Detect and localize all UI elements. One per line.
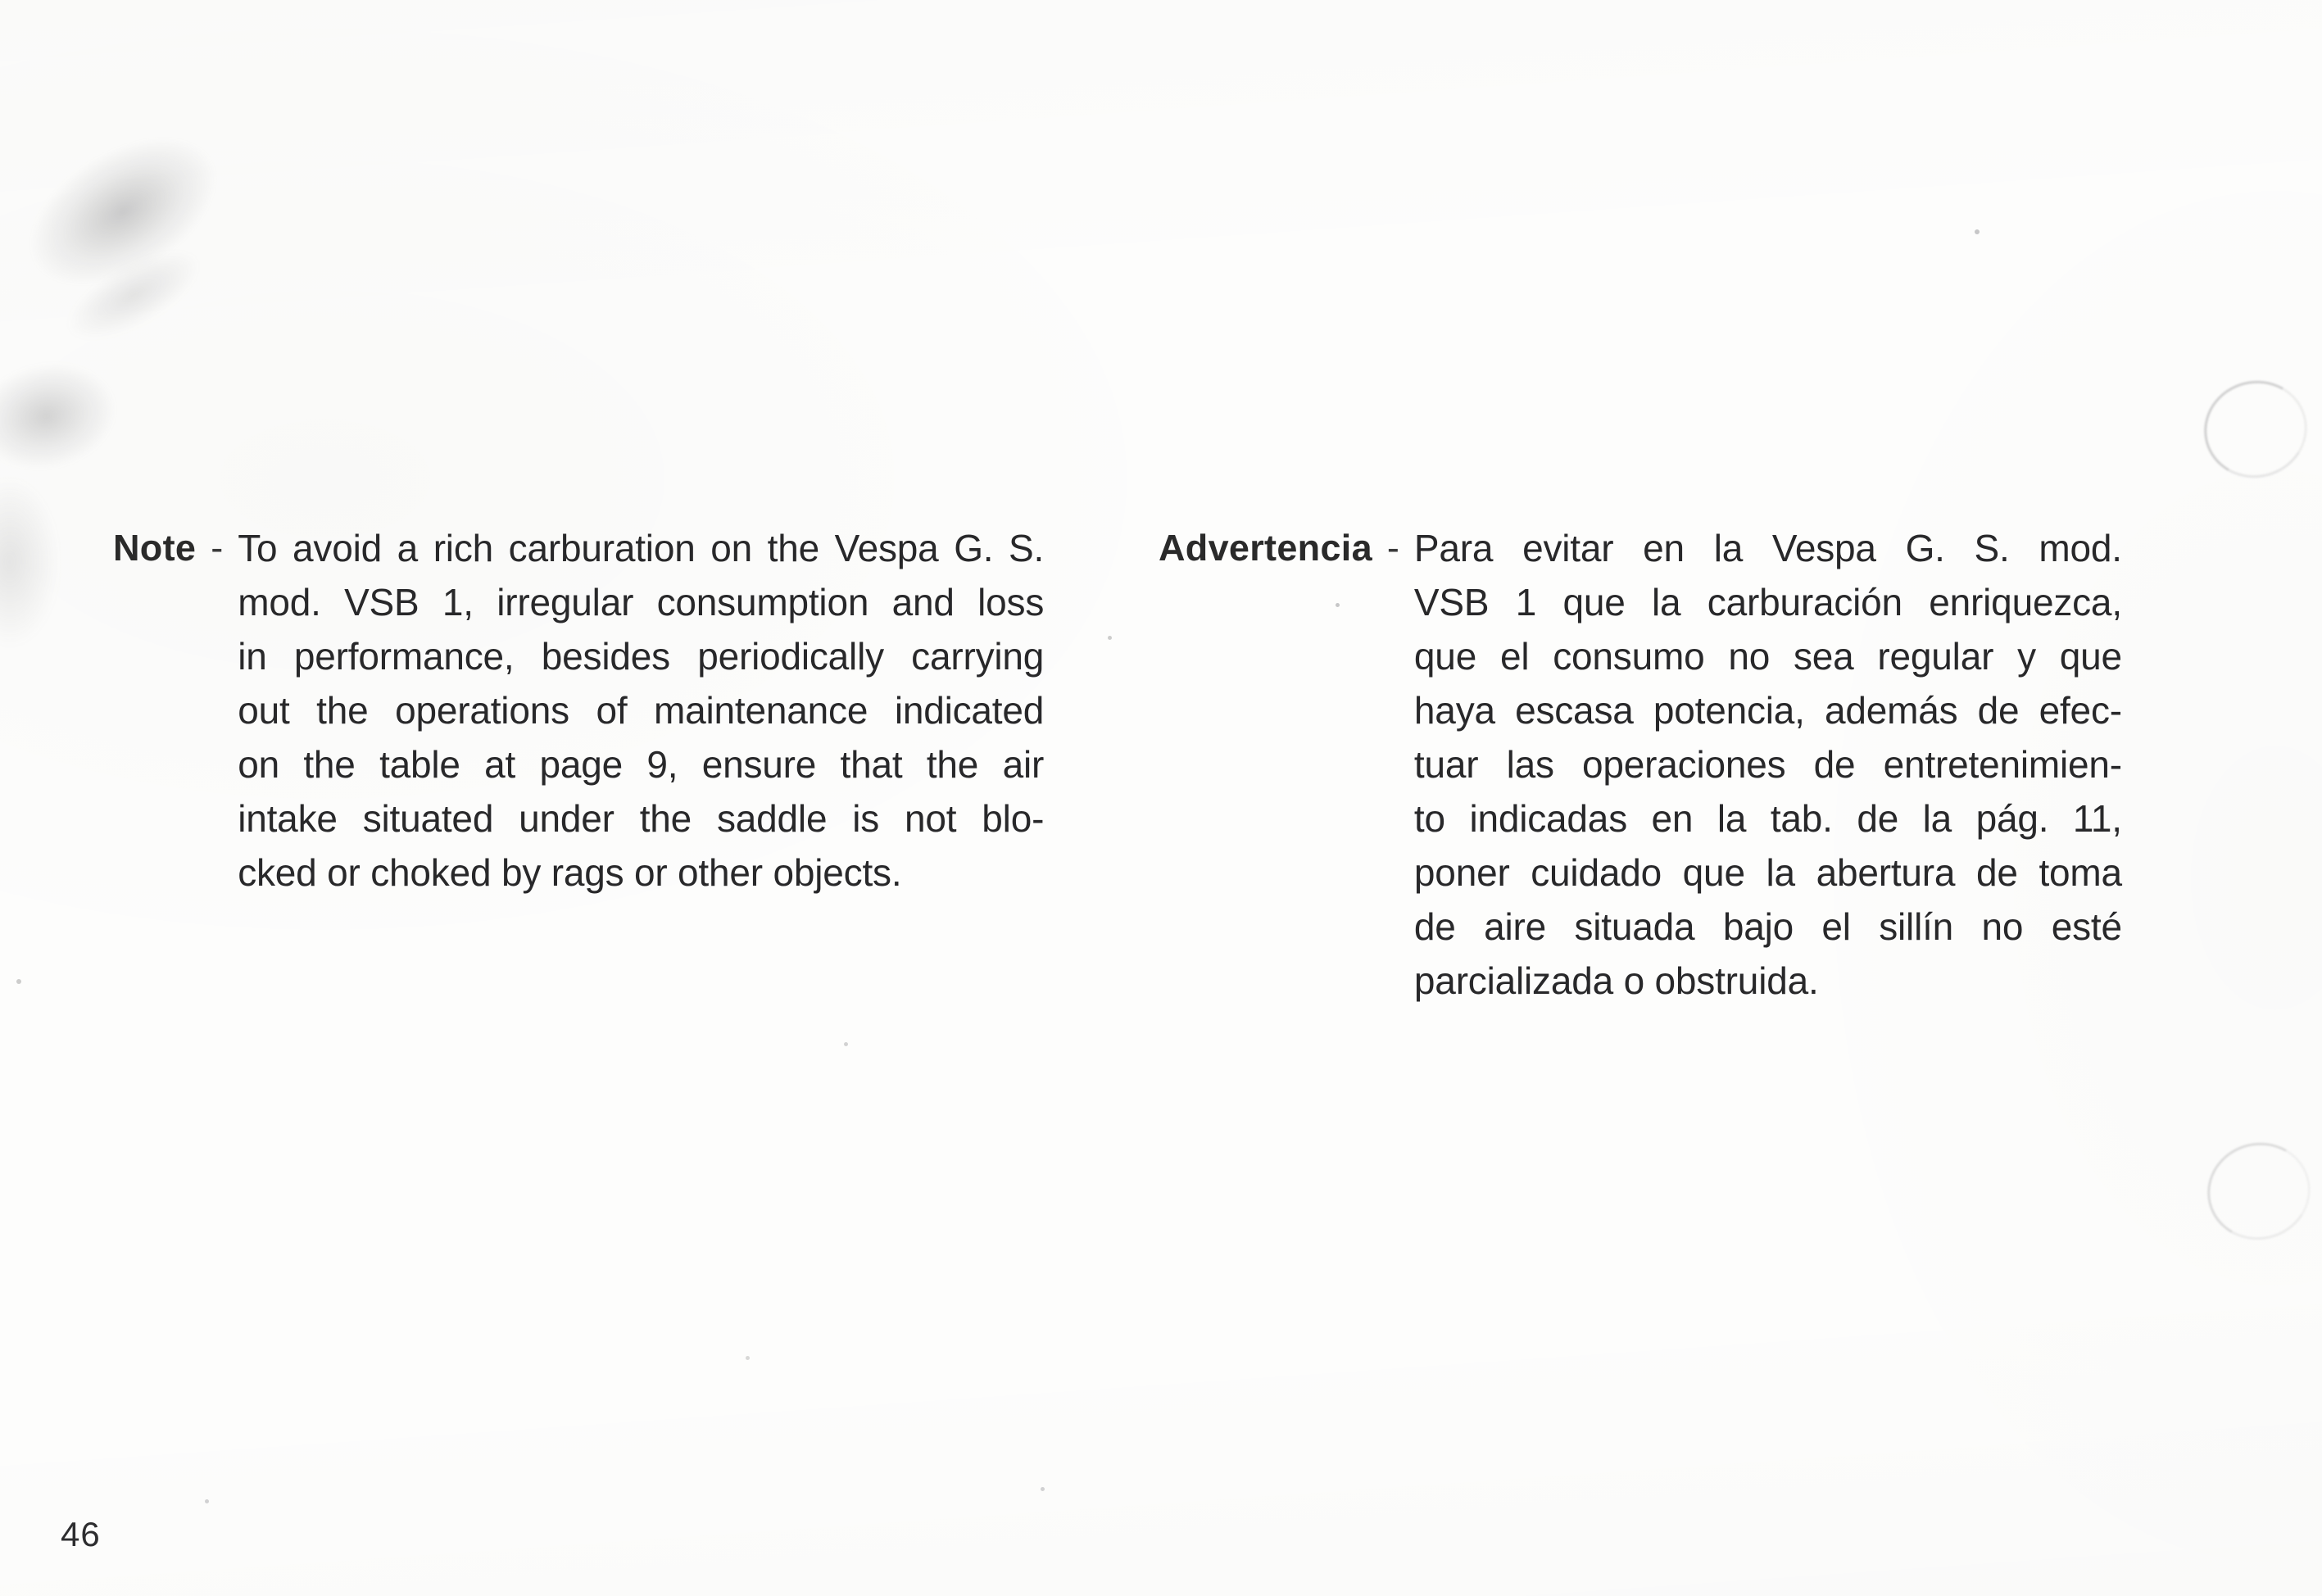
note-block-spanish [1159, 521, 2122, 1008]
text-word: en [1651, 797, 1694, 840]
text-word: at [484, 743, 516, 786]
text-line [238, 791, 1044, 846]
text-word: Para [1413, 527, 1494, 569]
text-word: under [519, 797, 615, 840]
text-line: parcializada o obstruida. [1413, 959, 1819, 1002]
text-word: haya [1413, 689, 1495, 732]
text-word: escasa [1515, 689, 1634, 732]
text-word: 9, [646, 743, 678, 786]
note-body-english [238, 521, 1044, 900]
text-word: la [1652, 581, 1681, 623]
text-word: to [1413, 797, 1445, 840]
text-word: performance, [293, 635, 515, 678]
text-word: de [1813, 743, 1856, 786]
text-word: 11, [2072, 797, 2122, 840]
text-word: abertura [1816, 851, 1956, 894]
text-word: G. [954, 527, 994, 569]
text-word: of [596, 689, 628, 732]
text-word: el [1499, 635, 1530, 678]
text-word: cuidado [1531, 851, 1662, 894]
text-line [1414, 900, 2122, 954]
text-word: que [1562, 581, 1626, 623]
note-label-english: Note [113, 527, 197, 569]
text-line [238, 521, 1044, 575]
text-word: carburación [1707, 581, 1902, 623]
text-word: tuar [1413, 743, 1479, 786]
text-line [1414, 846, 2122, 900]
text-word: the [926, 743, 979, 786]
text-word: toma [2039, 851, 2122, 894]
text-word: sillín [1879, 905, 1954, 948]
note-label-spanish: Advertencia [1159, 527, 1372, 569]
text-word: sea [1793, 635, 1854, 678]
text-word: de [1977, 689, 2020, 732]
text-word: the [303, 743, 356, 786]
text-word: de [1975, 851, 2018, 894]
text-word: la [1713, 527, 1744, 569]
text-word: avoid [293, 527, 383, 569]
text-word: page [539, 743, 624, 786]
text-word: mod. [2039, 527, 2122, 569]
text-line [238, 683, 1044, 737]
text-word: a [397, 527, 419, 569]
text-word: VSB [344, 581, 420, 623]
text-word: carburation [508, 527, 696, 569]
text-word: esté [2051, 905, 2122, 948]
text-line [1414, 683, 2122, 737]
text-word: y [2017, 635, 2036, 678]
text-word: la [1766, 851, 1795, 894]
text-line [1414, 521, 2122, 575]
text-word: irregular [497, 581, 634, 623]
text-word: tab. [1770, 797, 1833, 840]
text-word: situated [362, 797, 494, 840]
text-word: poner [1413, 851, 1510, 894]
text-word: el [1821, 905, 1851, 948]
page-number: 46 [61, 1515, 101, 1553]
text-word: carrying [911, 635, 1045, 678]
note-block-english [113, 521, 1044, 900]
text-word: operations [395, 689, 569, 732]
text-word: the [767, 527, 820, 569]
text-word: loss [977, 581, 1045, 623]
text-word: consumo [1553, 635, 1705, 678]
text-line [1414, 791, 2122, 846]
text-line [238, 575, 1044, 629]
text-word: enriquezca, [1929, 581, 2122, 623]
text-word: S. [1974, 527, 2010, 569]
text-word: efec- [2039, 689, 2122, 732]
text-word: G. [1905, 527, 1945, 569]
text-word: no [1981, 905, 2024, 948]
text-word: S. [1009, 527, 1045, 569]
text-word: las [1506, 743, 1554, 786]
text-word: on [238, 743, 279, 786]
text-word: periodically [697, 635, 884, 678]
text-word: saddle [716, 797, 828, 840]
text-word: in [238, 635, 267, 678]
text-word: consumption [656, 581, 869, 623]
note-separator-dash-english: - [211, 527, 224, 569]
text-word: operaciones [1582, 743, 1786, 786]
text-word: entretenimien- [1883, 743, 2122, 786]
text-line: cked or choked by rags or other objects. [238, 851, 902, 894]
text-line [1414, 629, 2122, 683]
text-word: Vespa [1771, 527, 1876, 569]
text-word: Vespa [834, 527, 939, 569]
text-word: potencia, [1653, 689, 1805, 732]
text-word: que [2059, 635, 2122, 678]
text-word: que [1682, 851, 1745, 894]
text-word: on [710, 527, 753, 569]
text-word: the [639, 797, 692, 840]
text-word: intake [238, 797, 338, 840]
note-separator-dash-spanish: - [1386, 527, 1399, 569]
text-word: la [1717, 797, 1747, 840]
text-word: de [1857, 797, 1899, 840]
text-word: aire [1484, 905, 1547, 948]
text-word: evitar [1522, 527, 1614, 569]
text-line [238, 737, 1044, 791]
text-word: rich [433, 527, 494, 569]
text-word: en [1643, 527, 1685, 569]
text-word: situada [1574, 905, 1695, 948]
text-word: that [840, 743, 903, 786]
text-word: que [1413, 635, 1477, 678]
text-word: besides [541, 635, 670, 678]
text-word: regular [1877, 635, 1994, 678]
text-word: mod. [238, 581, 321, 623]
text-word: indicated [894, 689, 1045, 732]
text-word: de [1413, 905, 1456, 948]
text-word: ensure [701, 743, 817, 786]
text-word: maintenance [654, 689, 868, 732]
text-word: la [1922, 797, 1952, 840]
text-word: bajo [1722, 905, 1794, 948]
text-word: 1 [1515, 581, 1537, 623]
text-line [238, 629, 1044, 683]
text-line [1414, 575, 2122, 629]
text-word: the [316, 689, 369, 732]
note-body-spanish [1414, 521, 2122, 1008]
text-word: pág. [1975, 797, 2049, 840]
text-word: and [891, 581, 955, 623]
text-word: 1, [442, 581, 474, 623]
text-word: blo- [982, 797, 1045, 840]
text-word: air [1002, 743, 1045, 786]
text-word: table [379, 743, 460, 786]
text-word: not [905, 797, 957, 840]
text-word: is [852, 797, 880, 840]
text-word: indicadas [1469, 797, 1627, 840]
text-word: VSB [1413, 581, 1490, 623]
text-word: además [1824, 689, 1958, 732]
text-word: no [1728, 635, 1771, 678]
text-line [1414, 737, 2122, 791]
text-word: To [238, 527, 278, 569]
text-word: out [238, 689, 290, 732]
